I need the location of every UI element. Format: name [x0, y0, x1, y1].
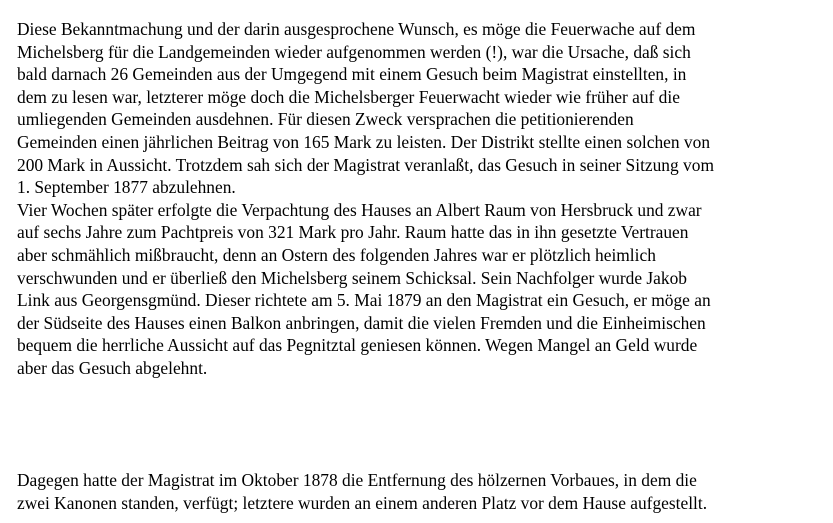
text-line: 200 Mark in Aussicht. Trotzdem sah sich der Magistrat veranlaßt, das Gesuch in seiner Sitzung vom [17, 154, 714, 175]
text-line: bald darnach 26 Gemeinden aus der Umgegend mit einem Gesuch beim Magistrat einstellten, in [17, 64, 687, 85]
text-line: Link aus Georgensgmünd. Dieser richtete am 5. Mai 1879 an den Magistrat ein Gesuch, er möge an [17, 290, 711, 311]
text-line: der Südseite des Hauses einen Balkon anbringen, damit die vielen Fremden und die Einheimischen [17, 312, 706, 333]
text-line: Michelsberg für die Landgemeinden wieder aufgenommen werden (!), war die Ursache, daß sich [17, 41, 691, 62]
text-line: dem zu lesen war, letzterer möge doch die Michelsberger Feuerwacht wieder wie früher auf die [17, 86, 680, 107]
text-line: Vier Wochen später erfolgte die Verpachtung des Hauses an Albert Raum von Hersbruck und zwar [17, 199, 702, 220]
text-line: aber schmählich mißbraucht, denn an Ostern des folgenden Jahres war er plötzlich heimlich [17, 244, 656, 265]
paragraph-feuerwache-petition [17, 18, 822, 199]
text-line: Gemeinden einen jährlichen Beitrag von 165 Mark zu leisten. Der Distrikt stellte einen solchen von [17, 131, 711, 152]
text-line: Dagegen hatte der Magistrat im Oktober 1878 die Entfernung des hölzernen Vorbaues, in dem die [17, 470, 697, 491]
text-line: umliegenden Gemeinden ausdehnen. Für diesen Zweck versprachen die petitionierenden [17, 109, 634, 130]
text-line: zwei Kanonen standen, verfügt; letztere wurden an einem anderen Platz vor dem Hause aufgestellt. [17, 492, 708, 513]
text-line: 1. September 1877 abzulehnen. [17, 177, 236, 198]
text-line: bequem die herrliche Aussicht auf das Pegnitztal geniesen können. Wegen Mangel an Geld wurde [17, 335, 698, 356]
text-line: aber das Gesuch abgelehnt. [17, 357, 208, 378]
paragraph-vorbau-kanonen [17, 469, 822, 514]
text-line: auf sechs Jahre zum Pachtpreis von 321 Mark pro Jahr. Raum hatte das in ihn gesetzte Vertrauen [17, 222, 689, 243]
paragraph-verpachtung [17, 199, 822, 380]
text-line: verschwunden und er überließ den Michelsberg seinem Schicksal. Sein Nachfolger wurde Jakob [17, 267, 687, 288]
document-body [17, 18, 822, 380]
text-line: Diese Bekanntmachung und der darin ausgesprochene Wunsch, es möge die Feuerwache auf dem [17, 19, 696, 39]
